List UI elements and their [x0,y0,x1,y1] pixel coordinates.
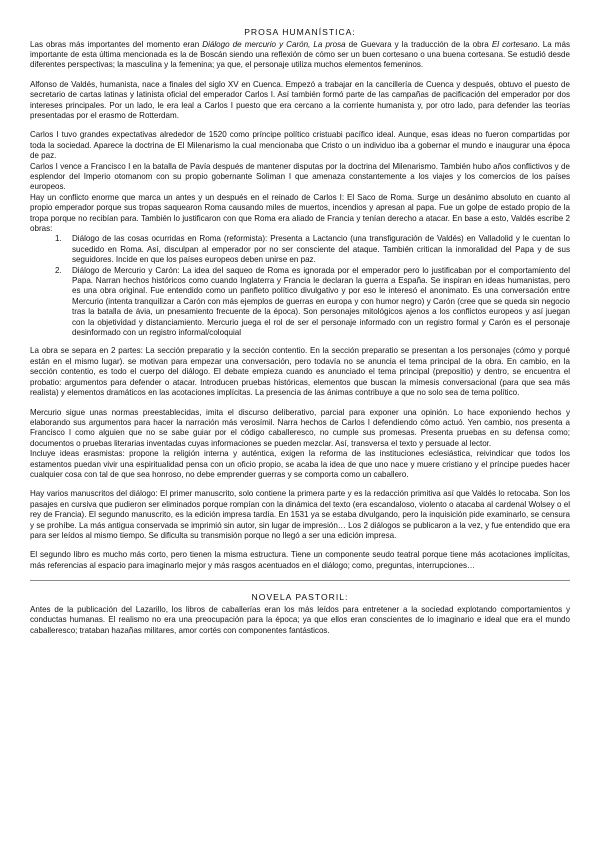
carlos-paragraph-1: Carlos I tuvo grandes expectativas alrededor de 1520 como príncipe político cristuabi pacífico ideal. Aunque, esas ideas no fueron compartidas por toda la sociedad. Aparece la doctrina de El Milenarismo la cual mencionaba que Cristo o un individuo iba a gobernar el mundo e inaugurar una época de paz. [30,130,570,161]
section-heading-prosa: PROSA HUMANÍSTICA: [244,27,356,37]
section-divider [30,580,570,581]
list-item: 2. Diálogo de Mercurio y Carón: La idea del saqueo de Roma es ignorada por el emperador pero lo justificaban por el comportamiento del Papa. Narran hechos históricos como cuando Inglaterra y Francia le declaran la guerra a España. Se inspiran en ideas humanistas, pero es una obra original. Fue entendido como un panfleto político divulgativo y por eso le interesó el anonimato. Es una conversación entre Mercurio (intenta tranquilizar a Carón con más ejemplos de guerras en europa y con humor negro) y Carón (cree que se queda sin negocio tras la batalla de ávia, un pnesamiento frecuente de la época). Son personajes mitológicos ajenos a los conflictos europeos y así juegan con la objetividad y distanciamiento. Mercurio juega el rol de ser el personaje informado con un registro formal y Carón es el personaje desinformado con un registro informal/coloquial [64,266,570,339]
intro-title-1: Diálogo de mercurio y Carón, La prosa [202,39,346,49]
list-item: 1. Diálogo de las cosas ocurridas en Roma (reformista): Presenta a Lactancio (una transfiguración de Valdés) en Valladolid y le cuentan lo sucedido en Roma. Así, disculpan al emperador por no ser consciente del ataque. También critican la inmoralidad del Papa y de sus seguidores. Incide en que los países europeos deben unirse en paz. [64,234,570,265]
manuscritos-paragraph: Hay varios manuscritos del diálogo: El primer manuscrito, solo contiene la primera parte y es la redacción primitiva así que Valdés lo retocaba. Son los pasajes en cursiva que pudieron ser eliminados porque rompían con la dinámica del texto (era escandaloso, violento o atacaba al cardenal Wolsey o el rey de Francia). El segundo manuscrito, es la edición impresa tardía. En 1531 ya se estaba divulgando, pero la inquisición pide examinarlo, se censura y se prohíbe. La más antigua conservada se imprimió sin autor, sin lugar de impresión… Los 2 diálogos se publicaron a la vez, y fue entendido que era para ser leídos al mismo tiempo. Se dificulta su transmisión porque no llegó a ser una edición impresa. [30,489,570,540]
novela-paragraph: Antes de la publicación del Lazarillo, los libros de caballerías eran los más leídos para entretener a la sociedad explotando comportamientos y conductas humanas. El realismo no era una preocupación para la época; ya que ellos eran conscientes de lo imaginario e ideal que era el mundo caballeresco; trataban hazañas militares, amor cortés con componentes fantásticos. [30,604,570,635]
valdes-paragraph: Alfonso de Valdés, humanista, nace a finales del siglo XV en Cuenca. Empezó a trabajar en la cancillería de Cuenca y después, obtuvo el puesto de secretario de cartas latinas y latinista oficial del emperador Carlos I. Así también formó parte de las campañas de pacificación del emperador por dos intereses principales. Por un lado, le era leal a Carlos I puesto que era cercano a la corriente humanista y, por otro lado, para defender las teorías presentadas por el erasmo de Rotterdam. [30,79,570,120]
erasmistas-paragraph: Incluye ideas erasmistas: propone la religión interna y auténtica, exigen la reforma de las instituciones eclesiástica, reivindicar que todos los estamentos puedan vivir una espiritualidad pensa con un oficio propio, se acaba la idea de que uno nace y muere cristiano y el príncipe puedes hacer cualquier cosa con tal de que sea honroso, no debe emprender guerras y se comporta como un caballero. [30,449,570,479]
intro-paragraph [30,40,570,71]
intro-text-3: . La más importante de esta última mencionada es la de Boscán siendo una reflexión de cómo ser un buen cortesano o una buena cortesana. Se estudió desde diferentes perspectivas; la masculina y la femenina; ya que, el personaje utiliza muchos elementos femeninos. [30,39,570,70]
obras-list [30,234,570,338]
intro-title-2: El cortesano [491,39,538,49]
section-heading-novela: NOVELA PASTORIL: [251,592,349,603]
mercurio-paragraph: Mercurio sigue unas normas preestablecidas, imita el discurso deliberativo, parcial para exponer una opinión. Lo hace exponiendo hechos y elaborando sus argumentos para hacer la narración más verosímil. Narra hechos de Carlos I defendiendo cómo actuó. Yen cambio, nos presenta a Francisco I como alguien que no se sabe guiar por el código caballeresco, no cumple sus promesas. Presenta pruebas en su defensa como; documentos o pruebas literarias inventadas cuyas informaciones se pueden mezclar. Así, transversa el texto y persuade al lector. [30,407,570,448]
carlos-paragraph-2: Carlos I vence a Francisco I en la batalla de Pavía después de mantener disputas por la doctrina del Milenarismo. También hubo años conflictivos y de esplendor del Imperio otomanom con su propio gobernante Soliman I que amenaza constantemente a los viajes y los comercios de los países europeos. [30,161,570,192]
partes-paragraph: La obra se separa en 2 partes: La sección preparatio y la sección contentio. En la sección preparatio se presentan a los personajes (cómo y porqué están en el mismo lugar). se motivan para empezar una conversación, pero todavía no se anuncia el tema principal de la obra. En cambio, en la sección contentio, es todo el cuerpo del diálogo. El debate empieza cuando es anunciado el tema principal (prepositio) y dentro, se encuentra el probatio: argumentos para defender o atacar. Introducen pruebas históricas, elementos que buscan la mímesis conversacional (para que sea más realista) y elementos dramáticos en las acotaciones implícitas. La presencia de las ánimas contribuye a que no solo sea de tema político. [30,346,570,398]
conflicto-paragraph: Hay un conflicto enorme que marca un antes y un después en el reinado de Carlos I: El Saco de Roma. Surge un desánimo absoluto en cuanto al propio emperador porque sus tropas saquearon Roma causando miles de muertos, incendios y apresan al papa. Fue un golpe de estado propio de la tropa porque no recibían para. También lo justificaron con que Roma era aliado de Francia y tenían derecho a atacar. En base a esto, Valdés escribe 2 obras: [30,192,570,233]
intro-text-2: de Guevara y la traducción de la obra [345,39,492,49]
intro-text-1: Las obras más importantes del momento eran [30,39,203,49]
segundo-libro-paragraph: El segundo libro es mucho más corto, pero tienen la misma estructura. Tiene un componente seudo teatral porque tiene más acotaciones implícitas, más referencias al espacio para imaginarlo mejor y más rasgos acentuados en el diálogo; como, preguntas, interrupciones… [30,550,570,570]
